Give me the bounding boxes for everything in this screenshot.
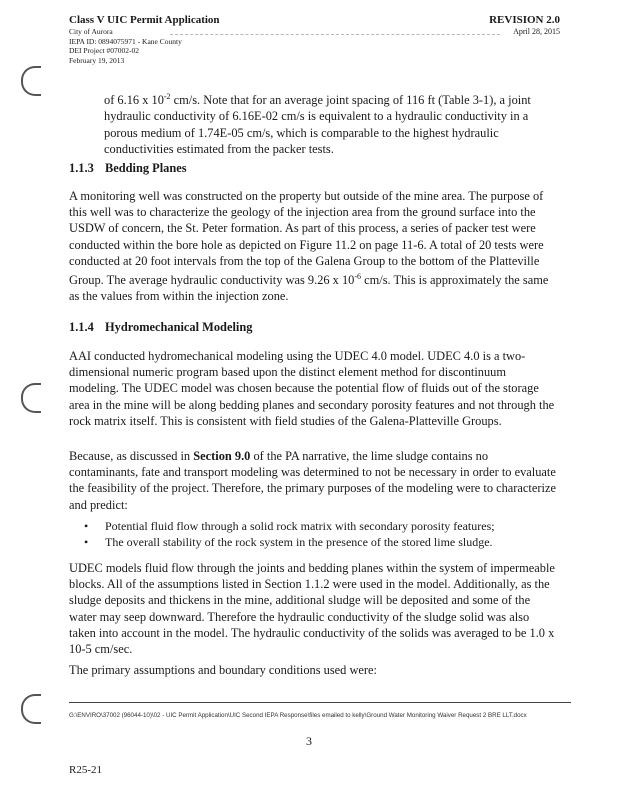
- revision-date: April 28, 2015: [513, 27, 560, 36]
- binder-hole-icon: [21, 66, 41, 96]
- header-line: City of Aurora: [69, 27, 113, 36]
- header-separator: [170, 34, 500, 36]
- binder-hole-icon: [21, 383, 41, 413]
- binder-hole-icon: [21, 694, 41, 724]
- list-item: • The overall stability of the rock system in the presence of the stored lime sludge.: [69, 534, 557, 550]
- purpose-bullet-list: [69, 518, 557, 550]
- footer-file-path: G:\ENVIRO\37002 (96044-10)\02 - UIC Permit Application\UIC Second IEPA Response\files emailed to kelly\Ground Water Monitoring Waiver Request 2 BRE LLT.docx: [69, 712, 527, 719]
- revision-label: REVISION 2.0: [489, 14, 560, 26]
- section-1-1-3-paragraph: A monitoring well was constructed on the property but outside of the mine area. The purpose of this well was to characterize the geology of the injection area from the ground surface into the USDW of concern, the St. Peter formation. As part of this process, a series of packer test were conducted within the bore hole as depicted on Figure 11.2 on page 11-6. A total of 20 tests were conducted at 20 foot intervals from the top of the Galena Group to the bottom of the Platteville Group. The average hydraulic conductivity was 9.26 x $10^{-6}$ cm/s. This is approximately the same as the values from within the injection zone.: [69, 189, 549, 304]
- header-title: Class V UIC Permit Application: [69, 14, 220, 26]
- section-1-1-4-paragraph-2: Because, as discussed in Section 9.0 of the PA narrative, the lime sludge contains no contaminants, fate and transport modeling was determined to not be necessary in order to evaluate the feasibility of the project. Therefore, the primary purposes of the modeling were to characterize and predict:: [69, 449, 556, 512]
- document-reference: R25-21: [69, 764, 102, 776]
- section-heading-1-1-4: 1.1.4 Hydromechanical Modeling: [69, 320, 253, 334]
- section-1-1-4-paragraph-1: AAI conducted hydromechanical modeling using the UDEC 4.0 model. UDEC 4.0 is a two-dimensional numeric program based upon the distinct element method for discontinuum modeling. The UDEC model was chosen because the potential flow of fluids out of the storage area in the mine will be along bedding planes and secondary porosity features and not through the rock matrix itself. This is consistent with field studies of the Galena-Platteville Groups.: [69, 349, 555, 428]
- page-number: 3: [306, 734, 312, 748]
- header-line: DEI Project #07002-02: [69, 46, 139, 55]
- section-1-1-4-paragraph-3: UDEC models fluid flow through the joints and bedding planes within the system of impermeable blocks. All of the assumptions listed in Section 1.1.2 were used in the model. Additionally, as the sludge deposits and thickens in the mine, additional sludge will be deposited and some of the water may seep downward. Therefore the hydraulic conductivity of the sludge solid was also taken into account in the model. The hydraulic conductivity of the solids was averaged to be 1.0 x 10-5 cm/sec.: [69, 561, 555, 657]
- footer-divider: [69, 702, 571, 703]
- header-line: February 19, 2013: [69, 55, 125, 65]
- document-header: [69, 14, 220, 65]
- intro-paragraph: of 6.16 x $10^{-2}$ cm/s. Note that for an average joint spacing of 116 ft (Table 3-1), a joint hydraulic conductivity of 6.16E-02 cm/s is equivalent to a hydraulic conductivity in a porous medium of 1.74E-05 cm/s, which is comparable to the highest hydraulic conductivities estimated from the packer tests.: [104, 92, 531, 156]
- section-heading-1-1-3: 1.1.3 Bedding Planes: [69, 161, 187, 175]
- header-line: IEPA ID: 0894075971 - Kane County: [69, 36, 182, 46]
- section-1-1-4-paragraph-4: The primary assumptions and boundary conditions used were:: [69, 663, 377, 677]
- list-item: • Potential fluid flow through a solid rock matrix with secondary porosity features;: [69, 518, 557, 534]
